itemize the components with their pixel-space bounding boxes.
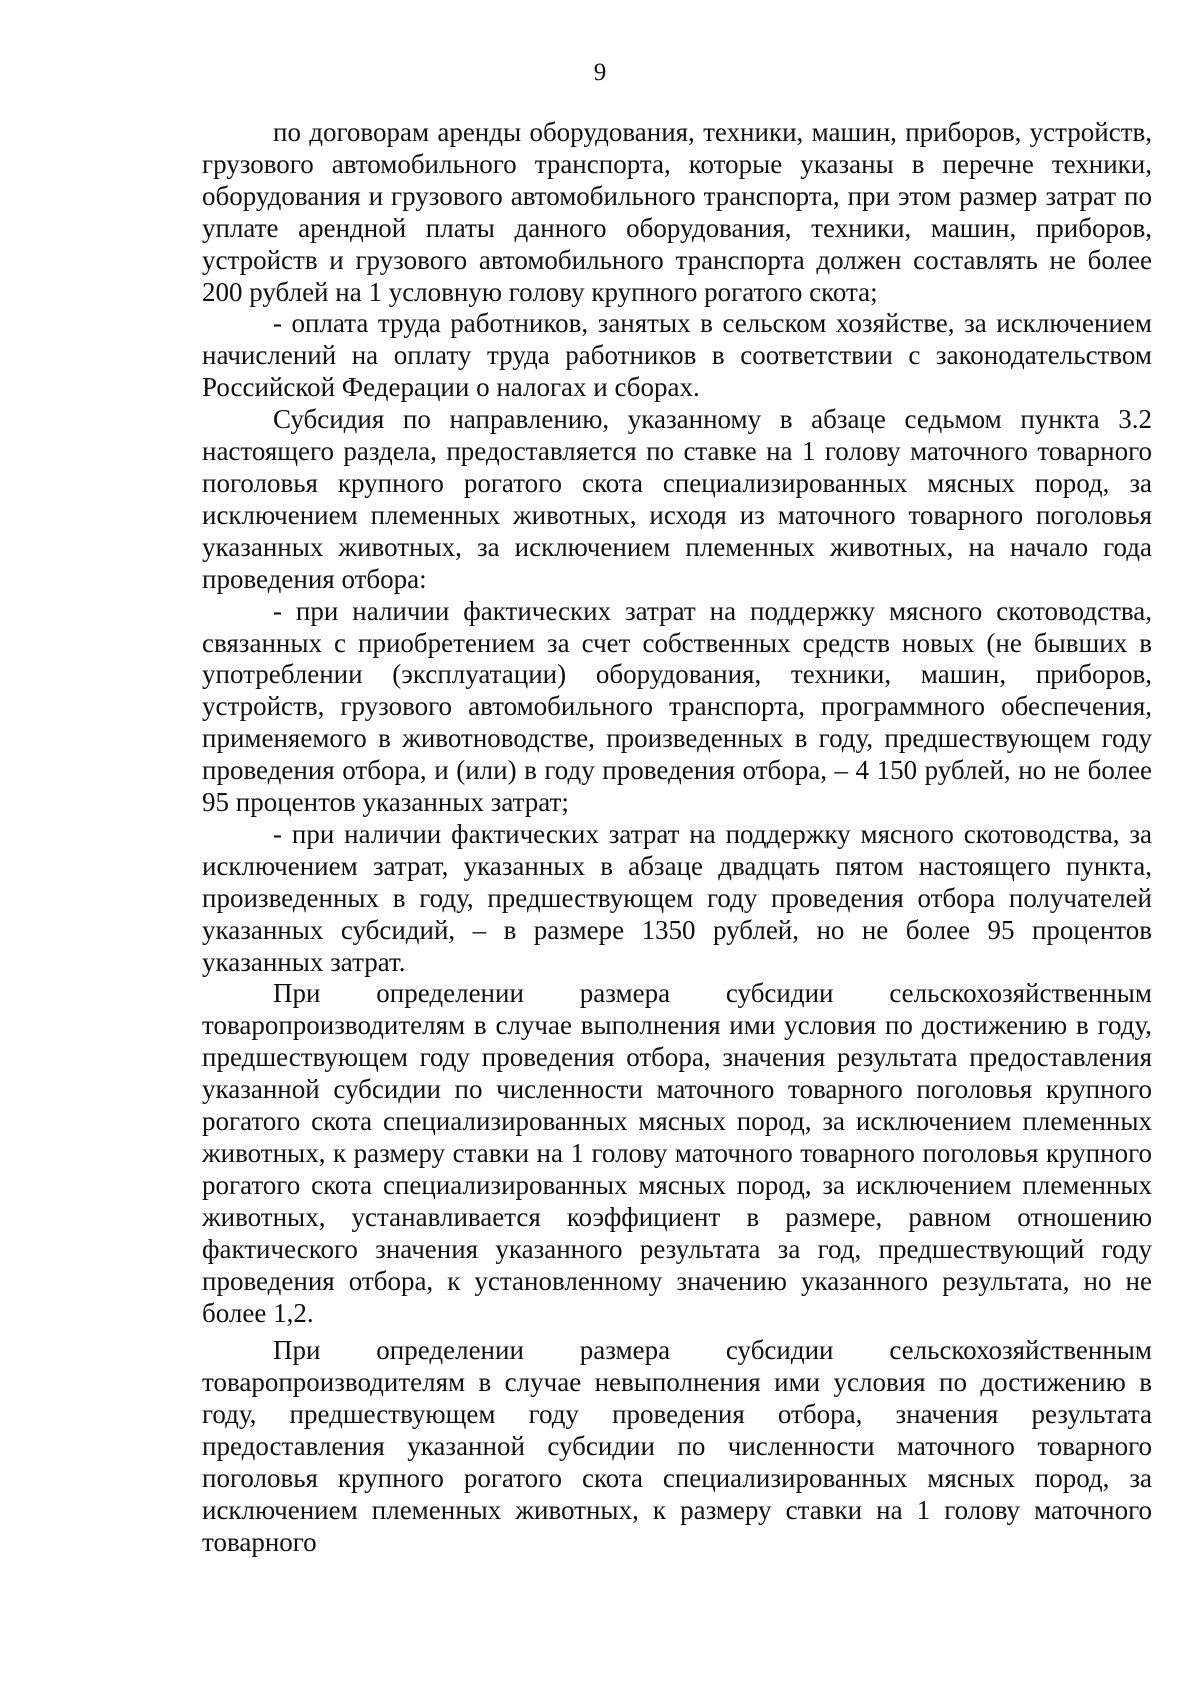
paragraph-other-costs: - при наличии фактических затрат на поддержку мясного скотоводства, за исключением затрат, указанных в абзаце двадцать пятом настоящего пункта, произведенных в году, предшествующем году проведения отбора получателей указанных субсидий, – в размере 1350 рублей, но не более 95 процентов указанных затрат. bbox=[202, 818, 1152, 977]
paragraph-coefficient-unfulfilled: При определении размера субсидии сельскохозяйственным товаропроизводителям в случае невыполнения ими условия по достижению в году, предшествующем году проведения отбора, значения результата предоставления указанной субсидии по численности маточного товарного поголовья крупного рогатого скота специализированных мясных пород, за исключением племенных животных, к размеру ставки на 1 голову маточного товарного bbox=[202, 1335, 1152, 1557]
paragraph-subsidy-rate: Субсидия по направлению, указанному в абзаце седьмом пункта 3.2 настоящего раздела, предоставляется по ставке на 1 голову маточного товарного поголовья крупного рогатого скота специализированных мясных пород, за исключением племенных животных, исходя из маточного товарного поголовья указанных животных, за исключением племенных животных, на начало года проведения отбора: bbox=[202, 404, 1152, 594]
paragraph-coefficient-fulfilled: При определении размера субсидии сельскохозяйственным товаропроизводителям в случае выполнения ими условия по достижению в году, предшествующем году проведения отбора, значения результата предоставления указанной субсидии по численности маточного товарного поголовья крупного рогатого скота специализированных мясных пород, за исключением племенных животных, к размеру ставки на 1 голову маточного товарного поголовья крупного рогатого скота специализированных мясных пород, за исключением племенных животных, устанавливается коэффициент в размере, равном отношению фактического значения указанного результата за год, предшествующий году проведения отбора, к установленному значению указанного результата, но не более 1,2. bbox=[202, 978, 1152, 1328]
document-body bbox=[202, 117, 1152, 1559]
paragraph-labor-costs: - оплата труда работников, занятых в сельском хозяйстве, за исключением начислений на оплату труда работников в соответствии с законодательством Российской Федерации о налогах и сборах. bbox=[202, 308, 1152, 403]
paragraph-equipment-costs: - при наличии фактических затрат на поддержку мясного скотоводства, связанных с приобретением за счет собственных средств новых (не бывших в употреблении (эксплуатации) оборудования, техники, машин, приборов, устройств, грузового автомобильного транспорта, программного обеспечения, применяемого в животноводстве, произведенных в году, предшествующем году проведения отбора, и (или) в году проведения отбора, – 4 150 рублей, но не более 95 процентов указанных затрат; bbox=[202, 595, 1152, 818]
page-number: 9 bbox=[593, 59, 607, 86]
paragraph-rent-costs: по договорам аренды оборудования, техники, машин, приборов, устройств, грузового автомобильного транспорта, которые указаны в перечне техники, оборудования и грузового автомобильного транспорта, при этом размер затрат по уплате арендной платы данного оборудования, техники, машин, приборов, устройств и грузового автомобильного транспорта должен составлять не более 200 рублей на 1 условную голову крупного рогатого скота; bbox=[202, 117, 1152, 307]
